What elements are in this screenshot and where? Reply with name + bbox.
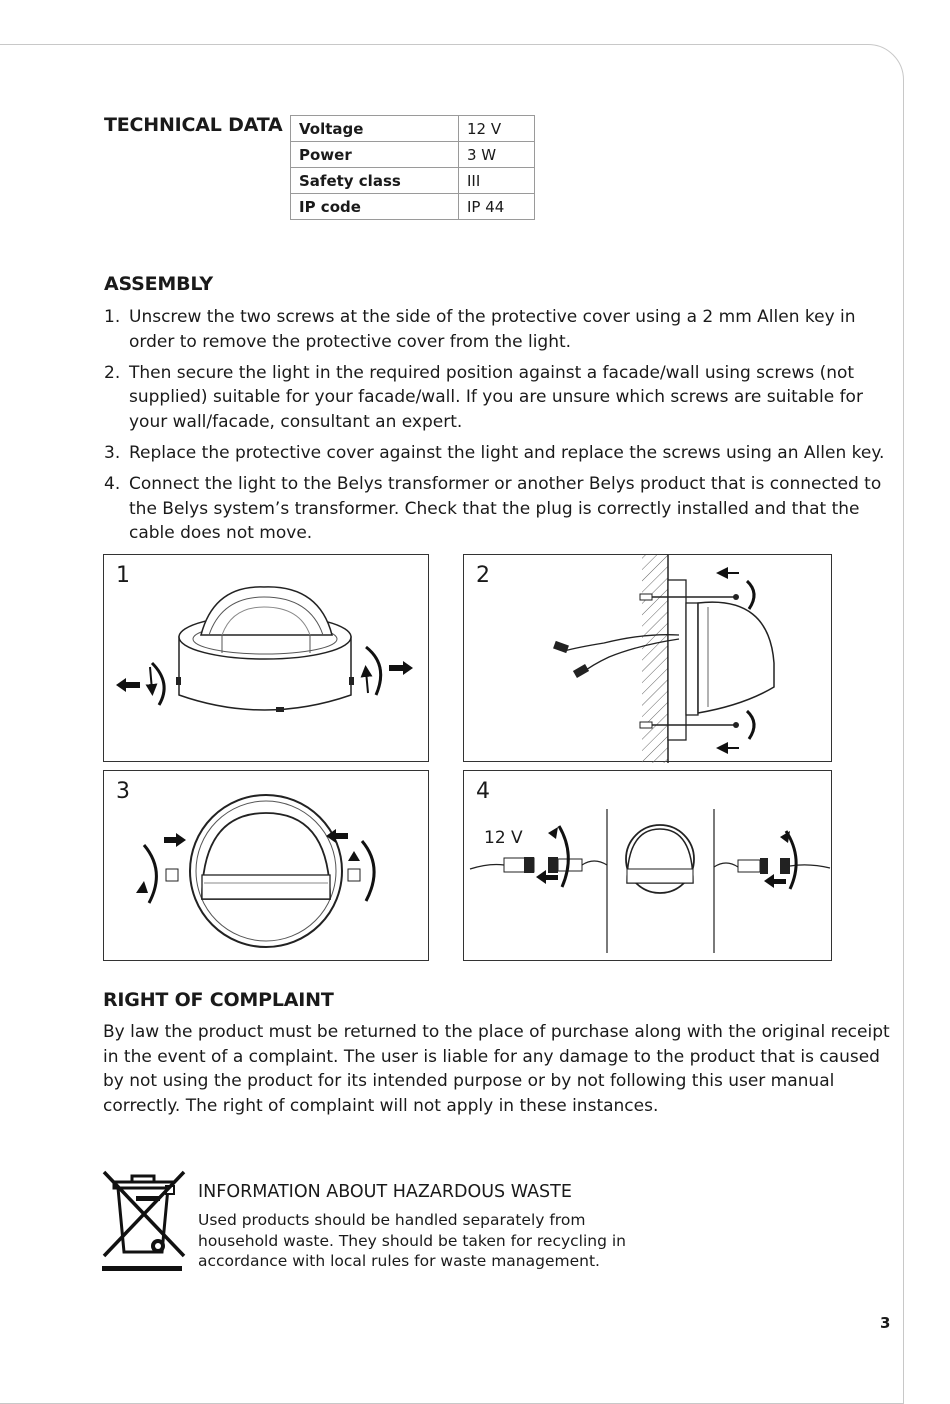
- table-row: [291, 142, 535, 168]
- power-label: Power: [291, 142, 459, 168]
- complaint-text: By law the product must be returned to the place of purchase along with the original receipt in the event of a complaint. The user is liable for any damage to the product that is caused by not using the product for its intended purpose or by not following this user manual correctly. The right of complaint will not apply in these instances.: [103, 1022, 890, 1116]
- waste-text: Used products should be handled separately from household waste. They should be taken for recycling in accordance with local rules for waste management.: [198, 1211, 626, 1270]
- step-number: 4.: [104, 473, 121, 494]
- figure-number: 2: [476, 563, 490, 588]
- assembly-title: ASSEMBLY: [104, 273, 213, 295]
- wall-mount-illustration: [464, 555, 833, 763]
- voltage-label: Voltage: [291, 116, 459, 142]
- safety-class-label: Safety class: [291, 168, 459, 194]
- lamp-front-illustration: [104, 771, 430, 962]
- figure-2-wall-mount: [463, 554, 832, 762]
- figure-number: 4: [476, 779, 490, 804]
- step-text: Then secure the light in the required position against a facade/wall using screws (not supplied) suitable for your facade/wall. If you are unsure which screws are suitable for your wall/facade, consultant an expert.: [129, 362, 863, 433]
- figure-number: 1: [116, 563, 130, 588]
- crossed-bin-icon: [100, 1168, 188, 1274]
- figure-1-remove-cover: [103, 554, 429, 762]
- assembly-steps: [104, 305, 894, 552]
- step-number: 3.: [104, 442, 121, 463]
- power-value: 3 W: [459, 142, 535, 168]
- table-row: [291, 194, 535, 220]
- figure-3-replace-cover: [103, 770, 429, 961]
- voltage-value: 12 V: [459, 116, 535, 142]
- waste-title: INFORMATION ABOUT HAZARDOUS WASTE: [198, 1182, 572, 1202]
- ip-code-value: IP 44: [459, 194, 535, 220]
- page-number: 3: [880, 1314, 891, 1332]
- ip-code-label: IP code: [291, 194, 459, 220]
- connection-illustration: [464, 771, 833, 962]
- complaint-title: RIGHT OF COMPLAINT: [103, 989, 334, 1011]
- lamp-side-illustration: [104, 555, 430, 763]
- figure-number: 3: [116, 779, 130, 804]
- step-number: 2.: [104, 362, 121, 383]
- technical-data-title: TECHNICAL DATA: [104, 114, 283, 136]
- step-text: Replace the protective cover against the light and replace the screws using an Allen key.: [129, 442, 885, 463]
- list-item: [104, 361, 894, 435]
- list-item: [104, 305, 894, 355]
- voltage-label: 12 V: [484, 828, 523, 848]
- safety-class-value: III: [459, 168, 535, 194]
- technical-data-table: [290, 115, 535, 220]
- figure-4-connect-transformer: [463, 770, 832, 961]
- step-number: 1.: [104, 307, 121, 327]
- step-text: Connect the light to the Belys transformer or another Belys product that is connected to the Belys system’s transformer. Check that the plug is correctly installed and that the cable does not move.: [129, 473, 882, 544]
- table-row: [291, 116, 535, 142]
- list-item: [104, 441, 894, 466]
- table-row: [291, 168, 535, 194]
- list-item: [104, 472, 894, 546]
- step-text: Unscrew the two screws at the side of the protective cover using a 2 mm Allen key in order to remove the protective cover from the light.: [129, 307, 856, 352]
